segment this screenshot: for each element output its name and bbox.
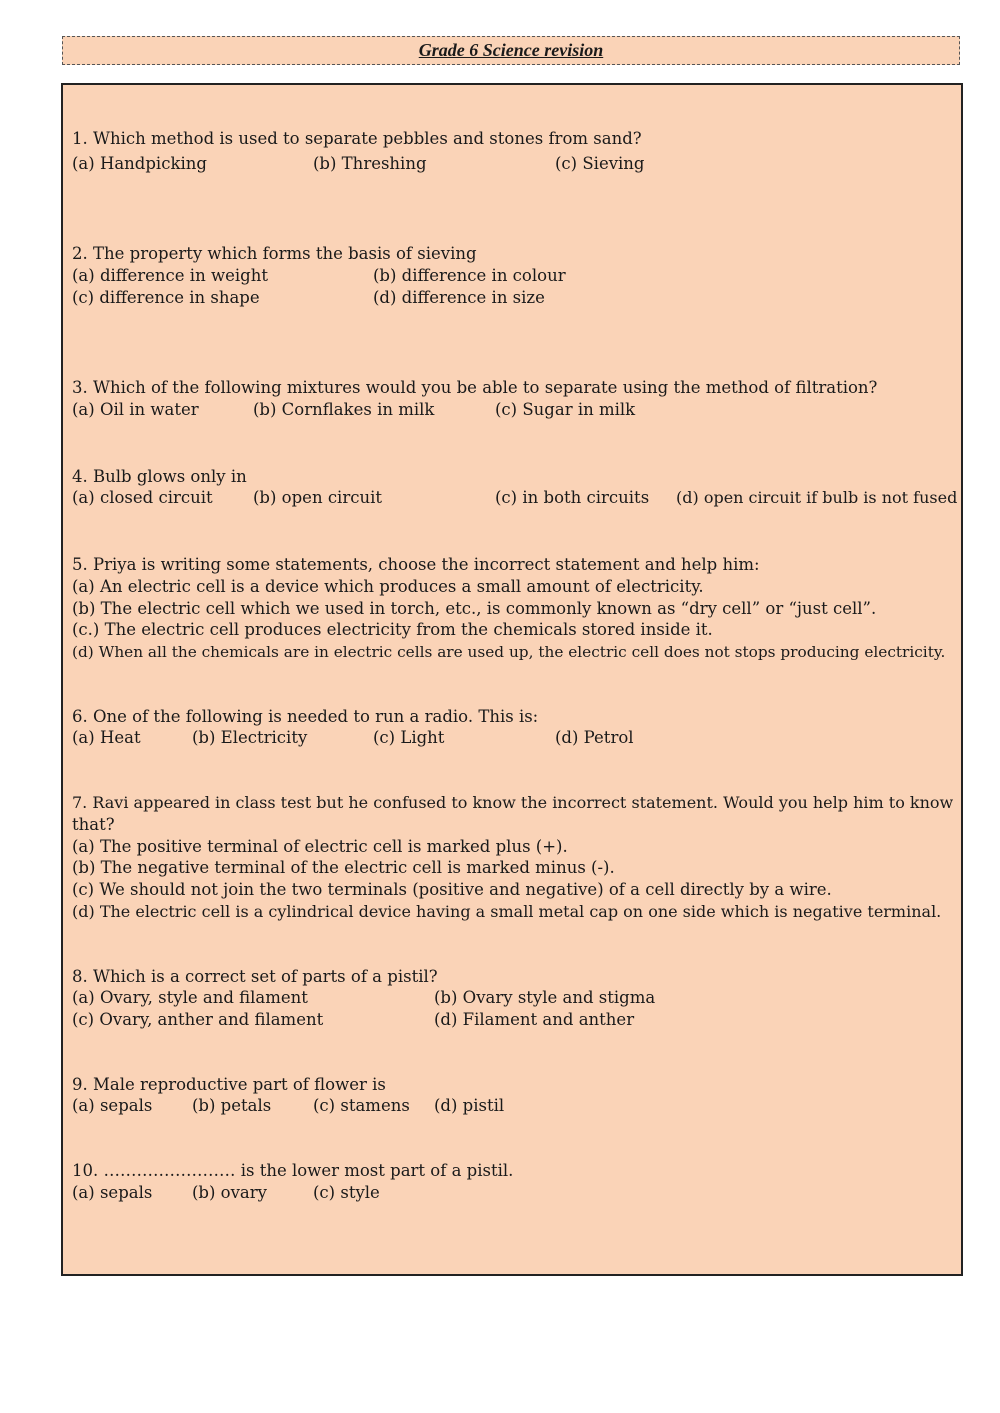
q4-option-b: (b) open circuit [253, 488, 382, 507]
q7-option-c: (c) We should not join the two terminals (positive and negative) of a cell directly by a wire. [72, 880, 832, 899]
q3-option-b: (b) Cornflakes in milk [253, 400, 435, 419]
title-box [62, 36, 960, 65]
q9-option-b: (b) petals [192, 1096, 272, 1115]
q10-option-a: (a) sepals [72, 1183, 153, 1202]
q2-option-d: (d) difference in size [373, 288, 545, 307]
q2-option-c: (c) difference in shape [72, 288, 260, 307]
q3-option-a: (a) Oil in water [72, 400, 199, 419]
q6-option-d: (d) Petrol [555, 728, 634, 747]
q7-option-d: (d) The electric cell is a cylindrical device having a small metal cap on one side which is negative terminal. [72, 902, 942, 921]
q1-option-c: (c) Sieving [555, 154, 645, 173]
question-7: 7. Ravi appeared in class test but he confused to know the incorrect statement. Would you help him to know [72, 793, 954, 812]
question-1: 1. Which method is used to separate pebbles and stones from sand? [72, 129, 642, 148]
question-5: 5. Priya is writing some statements, choose the incorrect statement and help him: [72, 555, 760, 574]
question-9: 9. Male reproductive part of flower is [72, 1075, 386, 1094]
q2-option-b: (b) difference in colour [373, 266, 566, 285]
q3-option-c: (c) Sugar in milk [495, 400, 636, 419]
q5-option-c: (c.) The electric cell produces electricity from the chemicals stored inside it. [72, 620, 713, 639]
question-6: 6. One of the following is needed to run a radio. This is: [72, 707, 539, 726]
q9-option-a: (a) sepals [72, 1096, 153, 1115]
q7-option-a: (a) The positive terminal of electric cell is marked plus (+). [72, 837, 568, 856]
q7-option-b: (b) The negative terminal of the electric cell is marked minus (-). [72, 858, 615, 877]
q6-option-b: (b) Electricity [192, 728, 308, 747]
question-3: 3. Which of the following mixtures would you be able to separate using the method of filtration? [72, 378, 878, 397]
q1-option-b: (b) Threshing [313, 154, 427, 173]
q9-option-c: (c) stamens [313, 1096, 410, 1115]
q8-option-a: (a) Ovary, style and filament [72, 988, 308, 1007]
q8-option-d: (d) Filament and anther [434, 1010, 635, 1029]
question-8: 8. Which is a correct set of parts of a pistil? [72, 967, 438, 986]
question-7-continued: that? [72, 815, 115, 834]
q1-option-a: (a) Handpicking [72, 154, 207, 173]
q2-option-a: (a) difference in weight [72, 266, 268, 285]
q6-option-a: (a) Heat [72, 728, 141, 747]
question-2: 2. The property which forms the basis of sieving [72, 244, 477, 263]
q9-option-d: (d) pistil [434, 1096, 505, 1115]
q4-option-c: (c) in both circuits [495, 488, 650, 507]
q4-option-d: (d) open circuit if bulb is not fused [676, 488, 958, 507]
question-4: 4. Bulb glows only in [72, 467, 247, 486]
q5-option-a: (a) An electric cell is a device which produces a small amount of electricity. [72, 577, 704, 596]
q10-option-c: (c) style [313, 1183, 380, 1202]
q8-option-b: (b) Ovary style and stigma [434, 988, 656, 1007]
q5-option-d: (d) When all the chemicals are in electric cells are used up, the electric cell does not stops producing electricity. [72, 643, 946, 661]
question-10: 10. …………………… is the lower most part of a pistil. [72, 1161, 514, 1180]
q5-option-b: (b) The electric cell which we used in torch, etc., is commonly known as “dry cell” or “just cell”. [72, 599, 877, 618]
page-title: Grade 6 Science revision [418, 40, 604, 60]
q6-option-c: (c) Light [373, 728, 445, 747]
q10-option-b: (b) ovary [192, 1183, 267, 1202]
q4-option-a: (a) closed circuit [72, 488, 213, 507]
q8-option-c: (c) Ovary, anther and filament [72, 1010, 324, 1029]
